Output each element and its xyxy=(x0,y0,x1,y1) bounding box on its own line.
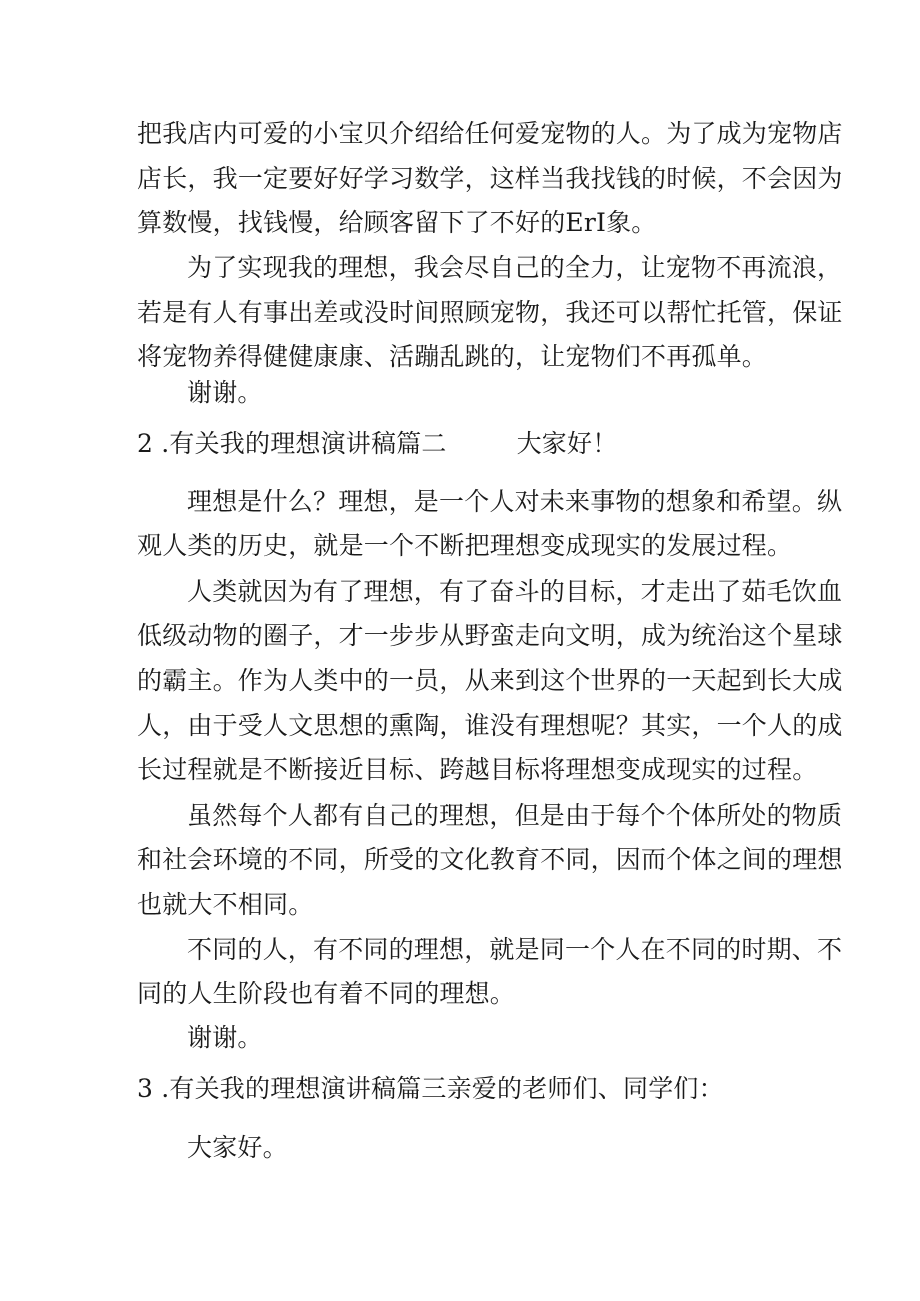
section-heading-3: 3 .有关我的理想演讲稿篇三亲爱的老师们、同学们： xyxy=(137,1074,724,1103)
paragraph-6-line-2: 同的人生阶段也有着不同的理想。 xyxy=(137,979,516,1008)
greeting-3: 大家好。 xyxy=(187,1133,288,1162)
section-heading-2 xyxy=(137,428,617,460)
thanks-2: 谢谢。 xyxy=(187,1023,263,1052)
paragraph-4-line-4: 人，由于受人文思想的熏陶，谁没有理想呢？其实，一个人的成 xyxy=(137,711,843,740)
paragraph-4-line-5: 长过程就是不断接近目标、跨越目标将理想变成现实的过程。 xyxy=(137,755,818,784)
paragraph-4-line-1: 人类就因为有了理想，有了奋斗的目标，才走出了茹毛饮血 xyxy=(187,577,843,606)
paragraph-2-line-1: 为了实现我的理想，我会尽自己的全力，让宠物不再流浪， xyxy=(187,253,843,282)
paragraph-5-line-1: 虽然每个人都有自己的理想，但是由于每个个体所处的物质 xyxy=(187,801,843,830)
paragraph-6-line-1: 不同的人，有不同的理想，就是同一个人在不同的时期、不 xyxy=(187,935,843,964)
paragraph-2-line-3: 将宠物养得健健康康、活蹦乱跳的，让宠物们不再孤单。 xyxy=(137,342,768,371)
paragraph-4-line-3: 的霸主。作为人类中的一员，从来到这个世界的一天起到长大成 xyxy=(137,666,843,695)
paragraph-3-line-1: 理想是什么？理想，是一个人对未来事物的想象和希望。纵 xyxy=(187,487,843,516)
paragraph-1-line-2: 店长，我一定要好好学习数学，这样当我找钱的时候，不会因为 xyxy=(137,164,843,193)
paragraph-5-line-2: 和社会环境的不同，所受的文化教育不同，因而个体之间的理想 xyxy=(137,845,843,874)
paragraph-3-line-2: 观人类的历史，就是一个不断把理想变成现实的发展过程。 xyxy=(137,531,793,560)
section-heading-2-title: 2 .有关我的理想演讲稿篇二 xyxy=(137,429,447,458)
paragraph-1-line-3: 算数慢，找钱慢，给顾客留下了不好的ErI象。 xyxy=(137,208,657,237)
paragraph-5-line-3: 也就大不相同。 xyxy=(137,890,314,919)
section-heading-2-greeting: 大家好！ xyxy=(516,429,618,458)
paragraph-4-line-2: 低级动物的圈子，才一步步从野蛮走向文明，成为统治这个星球 xyxy=(137,621,843,650)
paragraph-2-line-2: 若是有人有事出差或没时间照顾宠物，我还可以帮忙托管，保证 xyxy=(137,298,843,327)
thanks-1: 谢谢。 xyxy=(187,378,263,407)
paragraph-1-line-1: 把我店内可爱的小宝贝介绍给任何爱宠物的人。为了成为宠物店 xyxy=(137,119,843,148)
